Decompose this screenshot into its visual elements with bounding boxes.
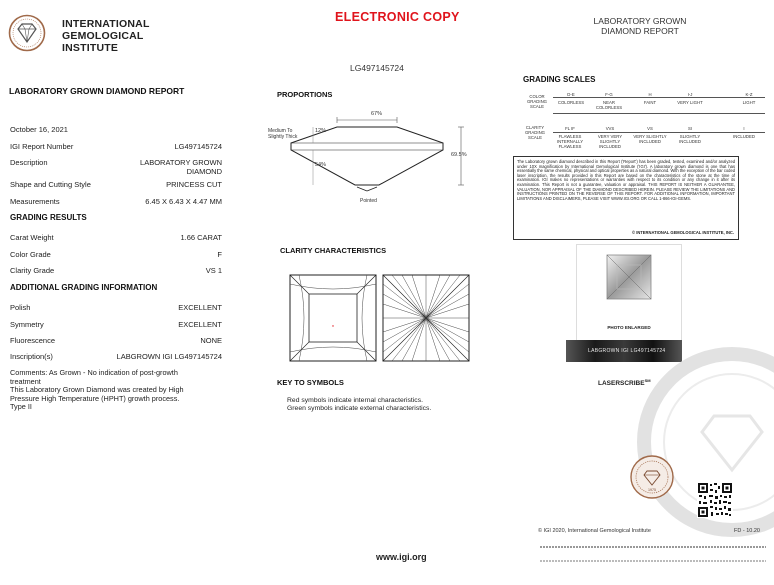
igi-logo xyxy=(8,14,46,52)
comments-line: This Laboratory Grown Diamond was created by High xyxy=(10,385,184,395)
detail-value xyxy=(140,158,222,176)
diamond-logo-icon xyxy=(8,14,46,52)
seal-year: 1975 xyxy=(648,488,656,492)
comments-line: Comments: As Grown - No indication of post-growth xyxy=(10,368,178,377)
color-scale-col xyxy=(592,92,626,110)
crown-percentage: 12% xyxy=(315,128,327,134)
org-name xyxy=(62,18,150,54)
report-title: LABORATORY GROWN DIAMOND REPORT xyxy=(9,86,185,96)
comments xyxy=(10,369,225,412)
additional-value: NONE xyxy=(200,336,222,345)
girdle-label xyxy=(268,128,297,140)
clarity-scale-col xyxy=(722,126,766,139)
color-scale-col xyxy=(672,92,708,105)
grading-key: Color Grade xyxy=(10,250,51,259)
clarity-scale-desc: INCLUDED xyxy=(733,134,755,139)
proportions-diagram xyxy=(265,105,480,210)
culet-label: Pointed xyxy=(360,198,377,204)
qr-code-icon[interactable] xyxy=(697,482,733,518)
color-scale-grade: I-J xyxy=(687,92,693,97)
color-scale-grade: H xyxy=(648,92,652,97)
detail-value: 6.45 X 6.43 X 4.47 MM xyxy=(145,197,222,206)
clarity-scale-col xyxy=(553,126,587,149)
key-to-symbols-title: KEY TO SYMBOLS xyxy=(277,378,344,387)
report-date: October 16, 2021 xyxy=(10,125,68,134)
clarity-scale-desc: VERY VERY SLIGHTLY INCLUDED xyxy=(597,134,623,149)
clarity-scale-label-line: SCALE xyxy=(527,135,543,140)
grading-results-title: GRADING RESULTS xyxy=(10,213,87,222)
report-type-line: DIAMOND REPORT xyxy=(601,26,679,36)
additional-value: EXCELLENT xyxy=(178,320,222,329)
additional-key: Fluorescence xyxy=(10,336,56,345)
diamond-photo-icon xyxy=(577,245,681,325)
laserscribe-text: LASERSCRIBE xyxy=(598,380,645,388)
pavilion-percentage: 54% xyxy=(315,162,327,168)
color-scale-grade: D-E xyxy=(567,92,575,97)
grading-key: Clarity Grade xyxy=(10,266,55,275)
detail-value-line: LABORATORY GROWN xyxy=(140,158,222,167)
color-scale-grade: K-Z xyxy=(745,92,753,97)
clarity-scale-label xyxy=(518,125,552,140)
grading-value: VS 1 xyxy=(205,266,222,275)
comments-line: Type II xyxy=(10,402,32,412)
clarity-scale-grade: SI xyxy=(687,126,693,131)
clarity-scale-col xyxy=(593,126,627,149)
footer-code: FD - 10.20 xyxy=(734,528,760,534)
org-name-line: INSTITUTE xyxy=(62,42,119,54)
detail-key: IGI Report Number xyxy=(10,142,74,151)
color-scale-desc: NEAR COLORLESS xyxy=(595,100,623,110)
additional-key: Polish xyxy=(10,303,31,312)
clarity-scale-desc: VERY SLIGHTLY INCLUDED xyxy=(633,134,667,144)
org-name-line: GEMOLOGICAL xyxy=(62,30,144,42)
color-scale-desc: LIGHT xyxy=(742,100,756,105)
comments-line: treatment xyxy=(10,376,41,386)
clarity-scale-grade: VS xyxy=(647,126,653,131)
proportions-title: PROPORTIONS xyxy=(277,90,333,99)
color-scale-bar xyxy=(553,113,765,114)
laserscribe-mark: SM xyxy=(644,378,651,383)
disclaimer-copyright: © INTERNATIONAL GEMOLOGICAL INSTITUTE, INC. xyxy=(632,230,734,236)
clarity-scale-desc: FLAWLESS INTERNALLY FLAWLESS xyxy=(556,134,584,149)
igi-seal-icon xyxy=(630,455,674,499)
color-scale-label-line: SCALE xyxy=(529,104,545,109)
clarity-scale-label-line: GRADING xyxy=(524,130,546,135)
additional-key: Symmetry xyxy=(10,320,44,329)
clarity-plot-pavilion xyxy=(382,274,470,362)
color-scale-col xyxy=(636,92,664,105)
watermark-seal-icon xyxy=(632,342,774,552)
clarity-plot-crown xyxy=(289,274,377,362)
color-scale-desc: VERY LIGHT xyxy=(677,100,703,105)
laser-inscription-text: LABGROWN IGI LG497145724 xyxy=(588,348,666,354)
photo-caption: PHOTO ENLARGED xyxy=(607,325,651,330)
detail-key: Measurements xyxy=(10,197,60,206)
microtext-line xyxy=(540,560,766,562)
detail-row xyxy=(10,158,222,176)
detail-value-line: DIAMOND xyxy=(186,167,222,176)
color-scale-desc: FAINT xyxy=(643,100,657,105)
clarity-scale-label-line: CLARITY xyxy=(525,125,545,130)
footer-copyright: © IGI 2020, International Gemological Institute xyxy=(538,528,651,534)
additional-info-title: ADDITIONAL GRADING INFORMATION xyxy=(10,283,158,292)
detail-key: Shape and Cutting Style xyxy=(10,180,91,189)
clarity-scale-desc: SLIGHTLY INCLUDED xyxy=(679,134,701,144)
clarity-characteristics-title: CLARITY CHARACTERISTICS xyxy=(280,246,387,255)
grading-value: F xyxy=(217,250,222,259)
key-to-symbols xyxy=(287,397,431,413)
color-scale-col xyxy=(734,92,764,105)
org-name-line: INTERNATIONAL xyxy=(62,18,150,30)
electronic-copy-label: ELECTRONIC COPY xyxy=(335,10,460,24)
key-line-green: Green symbols indicate external characteristics. xyxy=(287,405,432,412)
depth-percentage: 69.5% xyxy=(451,152,467,158)
color-scale-label-line: COLOR xyxy=(529,94,545,99)
detail-value: PRINCESS CUT xyxy=(166,180,222,189)
disclaimer-text: The Laboratory grown diamond described in this Report ('Report') has been graded, tested, examined and/or analyzed under 10X magnification by International Gemological Institute ('IGI'). A laboratory grown diamond is one that has essentially the same chemical, physical and optical properties as a natural diamond. With the exception of the bar coded laser inscription, the results provided in this Report are based on the characteristics of the stone at the time of examination. IGI makes no representations or warranties with respect to its condition or any change in it after its examination. This Report is not a guarantee, valuation or appraisal. THIS REPORT IS NEITHER A GUARANTEE, VALUATION, NOR APPRAISAL OF THE DIAMOND DESCRIBED HEREIN. PLEASE REVIEW THE LIMITATIONS AND INSTRUCTIONS PRINTED ON THE REVERSE OF THIS REPORT. FOR ADDITIONAL INFORMATION, IMPORTANT LIMITATIONS AND DISCLAIMERS, PLEASE VISIT WWW.IGI.ORG OR CALL 1-866-IGI-GEMS. xyxy=(517,159,735,201)
additional-key: Inscription(s) xyxy=(10,352,53,361)
clarity-scale-col xyxy=(633,126,667,144)
girdle-label-line: Medium To xyxy=(268,128,293,134)
table-percentage: 67% xyxy=(371,111,383,117)
clarity-scale-grade: I xyxy=(743,126,745,131)
website-link[interactable]: www.igi.org xyxy=(376,552,427,562)
color-scale-label xyxy=(523,94,551,109)
diamond-photo xyxy=(576,244,682,341)
key-line-red: Red symbols indicate internal characteristics. xyxy=(287,397,423,404)
clarity-scale-grade: FL IF xyxy=(565,126,575,131)
igi-seal xyxy=(630,455,674,499)
grading-scales-title: GRADING SCALES xyxy=(523,75,596,84)
color-scale-grade: F-G xyxy=(605,92,613,97)
color-scale-col xyxy=(556,92,586,105)
report-type-header xyxy=(580,16,700,36)
disclaimer-box xyxy=(513,156,739,240)
clarity-scale-col xyxy=(673,126,707,144)
detail-value: LG497145724 xyxy=(174,142,222,151)
grading-value: 1.66 CARAT xyxy=(180,233,222,242)
clarity-scale-grade: VVS xyxy=(605,126,615,131)
detail-key: Description xyxy=(10,158,48,167)
additional-value: EXCELLENT xyxy=(178,303,222,312)
microtext-line xyxy=(540,546,766,548)
comments-line: Pressure High Temperature (HPHT) growth process. xyxy=(10,393,180,403)
additional-value: LABGROWN IGI LG497145724 xyxy=(116,352,222,361)
report-type-line: LABORATORY GROWN xyxy=(593,16,687,26)
grading-key: Carat Weight xyxy=(10,233,54,242)
girdle-label-line: Slightly Thick xyxy=(268,134,298,140)
color-scale-label-line: GRADING xyxy=(526,99,548,104)
color-scale-desc: COLORLESS xyxy=(557,100,585,105)
report-number-top: LG497145724 xyxy=(350,63,404,73)
